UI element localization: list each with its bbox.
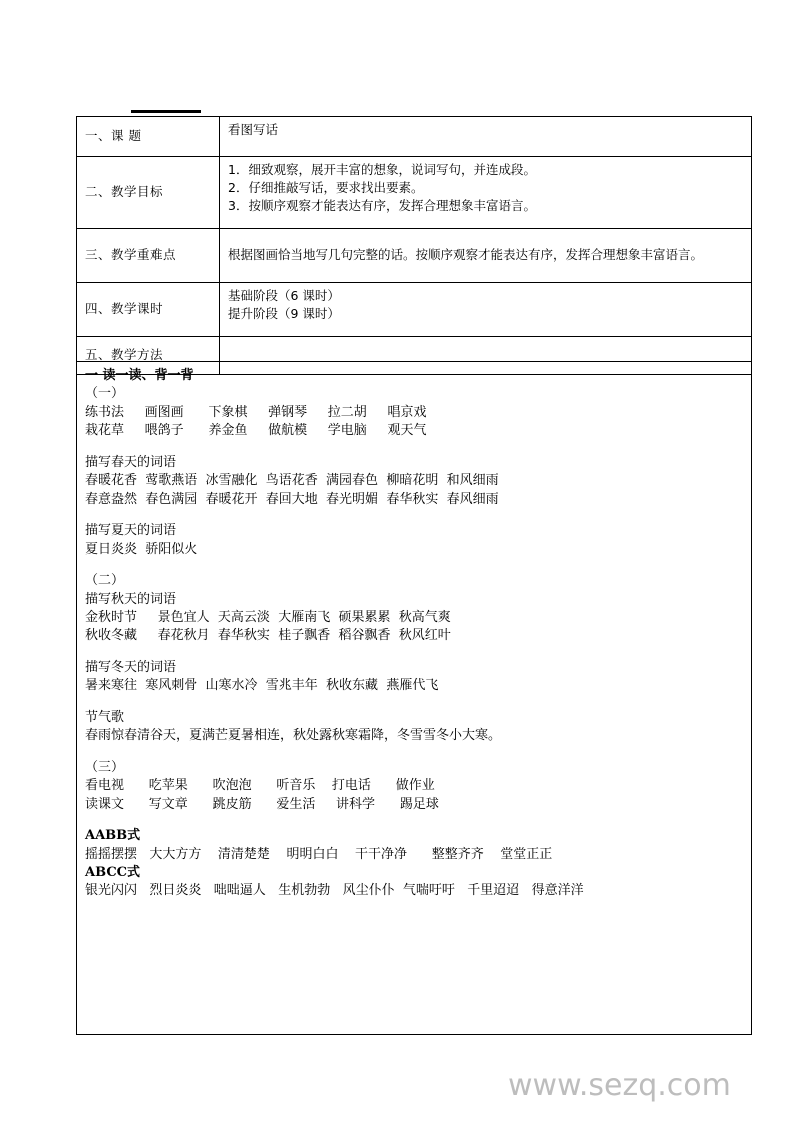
activity-row-2: 栽花草 喂鸽子 养金鱼 做航模 学电脑 观天气: [85, 423, 427, 439]
row-value-key-points: [220, 229, 752, 283]
activity-row-1: 练书法 画图画 下象棋 弹钢琴 拉二胡 唱京戏: [85, 404, 427, 420]
section-three-marker: （三）: [85, 759, 125, 775]
autumn-words-row-1: 金秋时节 景色宜人 天高云淡 大雁南飞 硕果累累 秋高气爽: [85, 609, 451, 625]
class-hours-advanced: 提升阶段（9 课时）: [228, 306, 340, 322]
verb-phrase-row-2: 读课文 写文章 跳皮筋 爱生活 讲科学 踢足球: [85, 796, 439, 812]
abcc-pattern-label: ABCC式: [85, 864, 141, 880]
winter-words-row-1: 暑来寒往 寒风刺骨 山寒水冷 雪兆丰年 秋收东藏 燕雁代飞: [85, 678, 439, 694]
spring-words-title: 描写春天的词语: [85, 454, 177, 470]
table-row-goals: [77, 157, 752, 229]
section-two-marker: （二）: [85, 573, 125, 589]
solar-terms-song-title: 节气歌: [85, 709, 125, 725]
goal-line-2: 2．仔细推敲写话，要求找出要素。: [228, 180, 424, 196]
table-row-class-hours: [77, 283, 752, 337]
spacer: [85, 646, 743, 659]
spacer: [85, 746, 743, 759]
row-value-subject: [220, 117, 752, 157]
key-points-text: 根据图画恰当地写几句完整的话。按顺序观察才能表达有序，发挥合理想象丰富语言。: [228, 246, 704, 262]
content-section: [76, 361, 752, 1035]
spacer: [85, 441, 743, 454]
row-label-key-points: 三、教学重难点: [77, 229, 220, 283]
winter-words-title: 描写冬天的词语: [85, 659, 177, 675]
solar-terms-song-text: 春雨惊春清谷天，夏满芒夏暑相连，秋处露秋寒霜降，冬雪雪冬小大寒。: [85, 728, 502, 744]
spacer: [85, 814, 743, 827]
goal-line-1: 1．细致观察，展开丰富的想象，说词写句，并连成段。: [228, 162, 536, 177]
spacer: [85, 509, 743, 522]
abcc-pattern-row-1: 银光闪闪 烈日炎炎 咄咄逼人 生机勃勃 风尘仆仆 气喘吁吁 千里迢迢 得意洋洋: [85, 883, 584, 899]
spring-words-row-1: 春暖花香 莺歌燕语 冰雪融化 鸟语花香 满园春色 柳暗花明 和风细雨: [85, 473, 499, 489]
lesson-plan-table: [76, 116, 752, 375]
row-label-teaching-method: 五、教学方法: [77, 337, 220, 375]
section-one-marker: （一）: [85, 386, 125, 402]
aabb-pattern-row-1: 摇摇摆摆 大大方方 清清楚楚 明明白白 干干净净 整整齐齐 堂堂正正: [85, 846, 553, 862]
autumn-words-title: 描写秋天的词语: [85, 591, 177, 607]
row-value-class-hours: [220, 283, 752, 337]
goal-line-3: 3．按顺序观察才能表达有序，发挥合理想象丰富语言。: [228, 198, 536, 214]
spacer: [85, 559, 743, 572]
autumn-words-row-2: 秋收冬藏 春花秋月 春华秋实 桂子飘香 稻谷飘香 秋风红叶: [85, 628, 451, 644]
row-label-goals: 二、教学目标: [77, 157, 220, 229]
summer-words-row-1: 夏日炎炎 骄阳似火: [85, 541, 198, 557]
subject-title: 看图写话: [228, 122, 279, 137]
spacer: [85, 696, 743, 709]
site-watermark: www.sezq.com: [508, 1068, 731, 1103]
row-label-class-hours: 四、教学课时: [77, 283, 220, 337]
top-rule-decoration: [131, 110, 201, 113]
row-value-goals: [220, 157, 752, 229]
verb-phrase-row-1: 看电视 吃苹果 吹泡泡 听音乐 打电话 做作业: [85, 778, 435, 794]
table-row-key-points: [77, 229, 752, 283]
summer-words-title: 描写夏天的词语: [85, 523, 177, 539]
spring-words-row-2: 春意盎然 春色满园 春暖花开 春回大地 春光明媚 春华秋实 春风细雨: [85, 491, 499, 507]
content-main-heading: 一 读一读、背一背: [85, 368, 194, 383]
aabb-pattern-label: AABB式: [85, 828, 141, 844]
class-hours-basic: 基础阶段（6 课时）: [228, 288, 340, 303]
table-row-subject: [77, 117, 752, 157]
row-label-subject: 一、课 题: [77, 117, 220, 157]
